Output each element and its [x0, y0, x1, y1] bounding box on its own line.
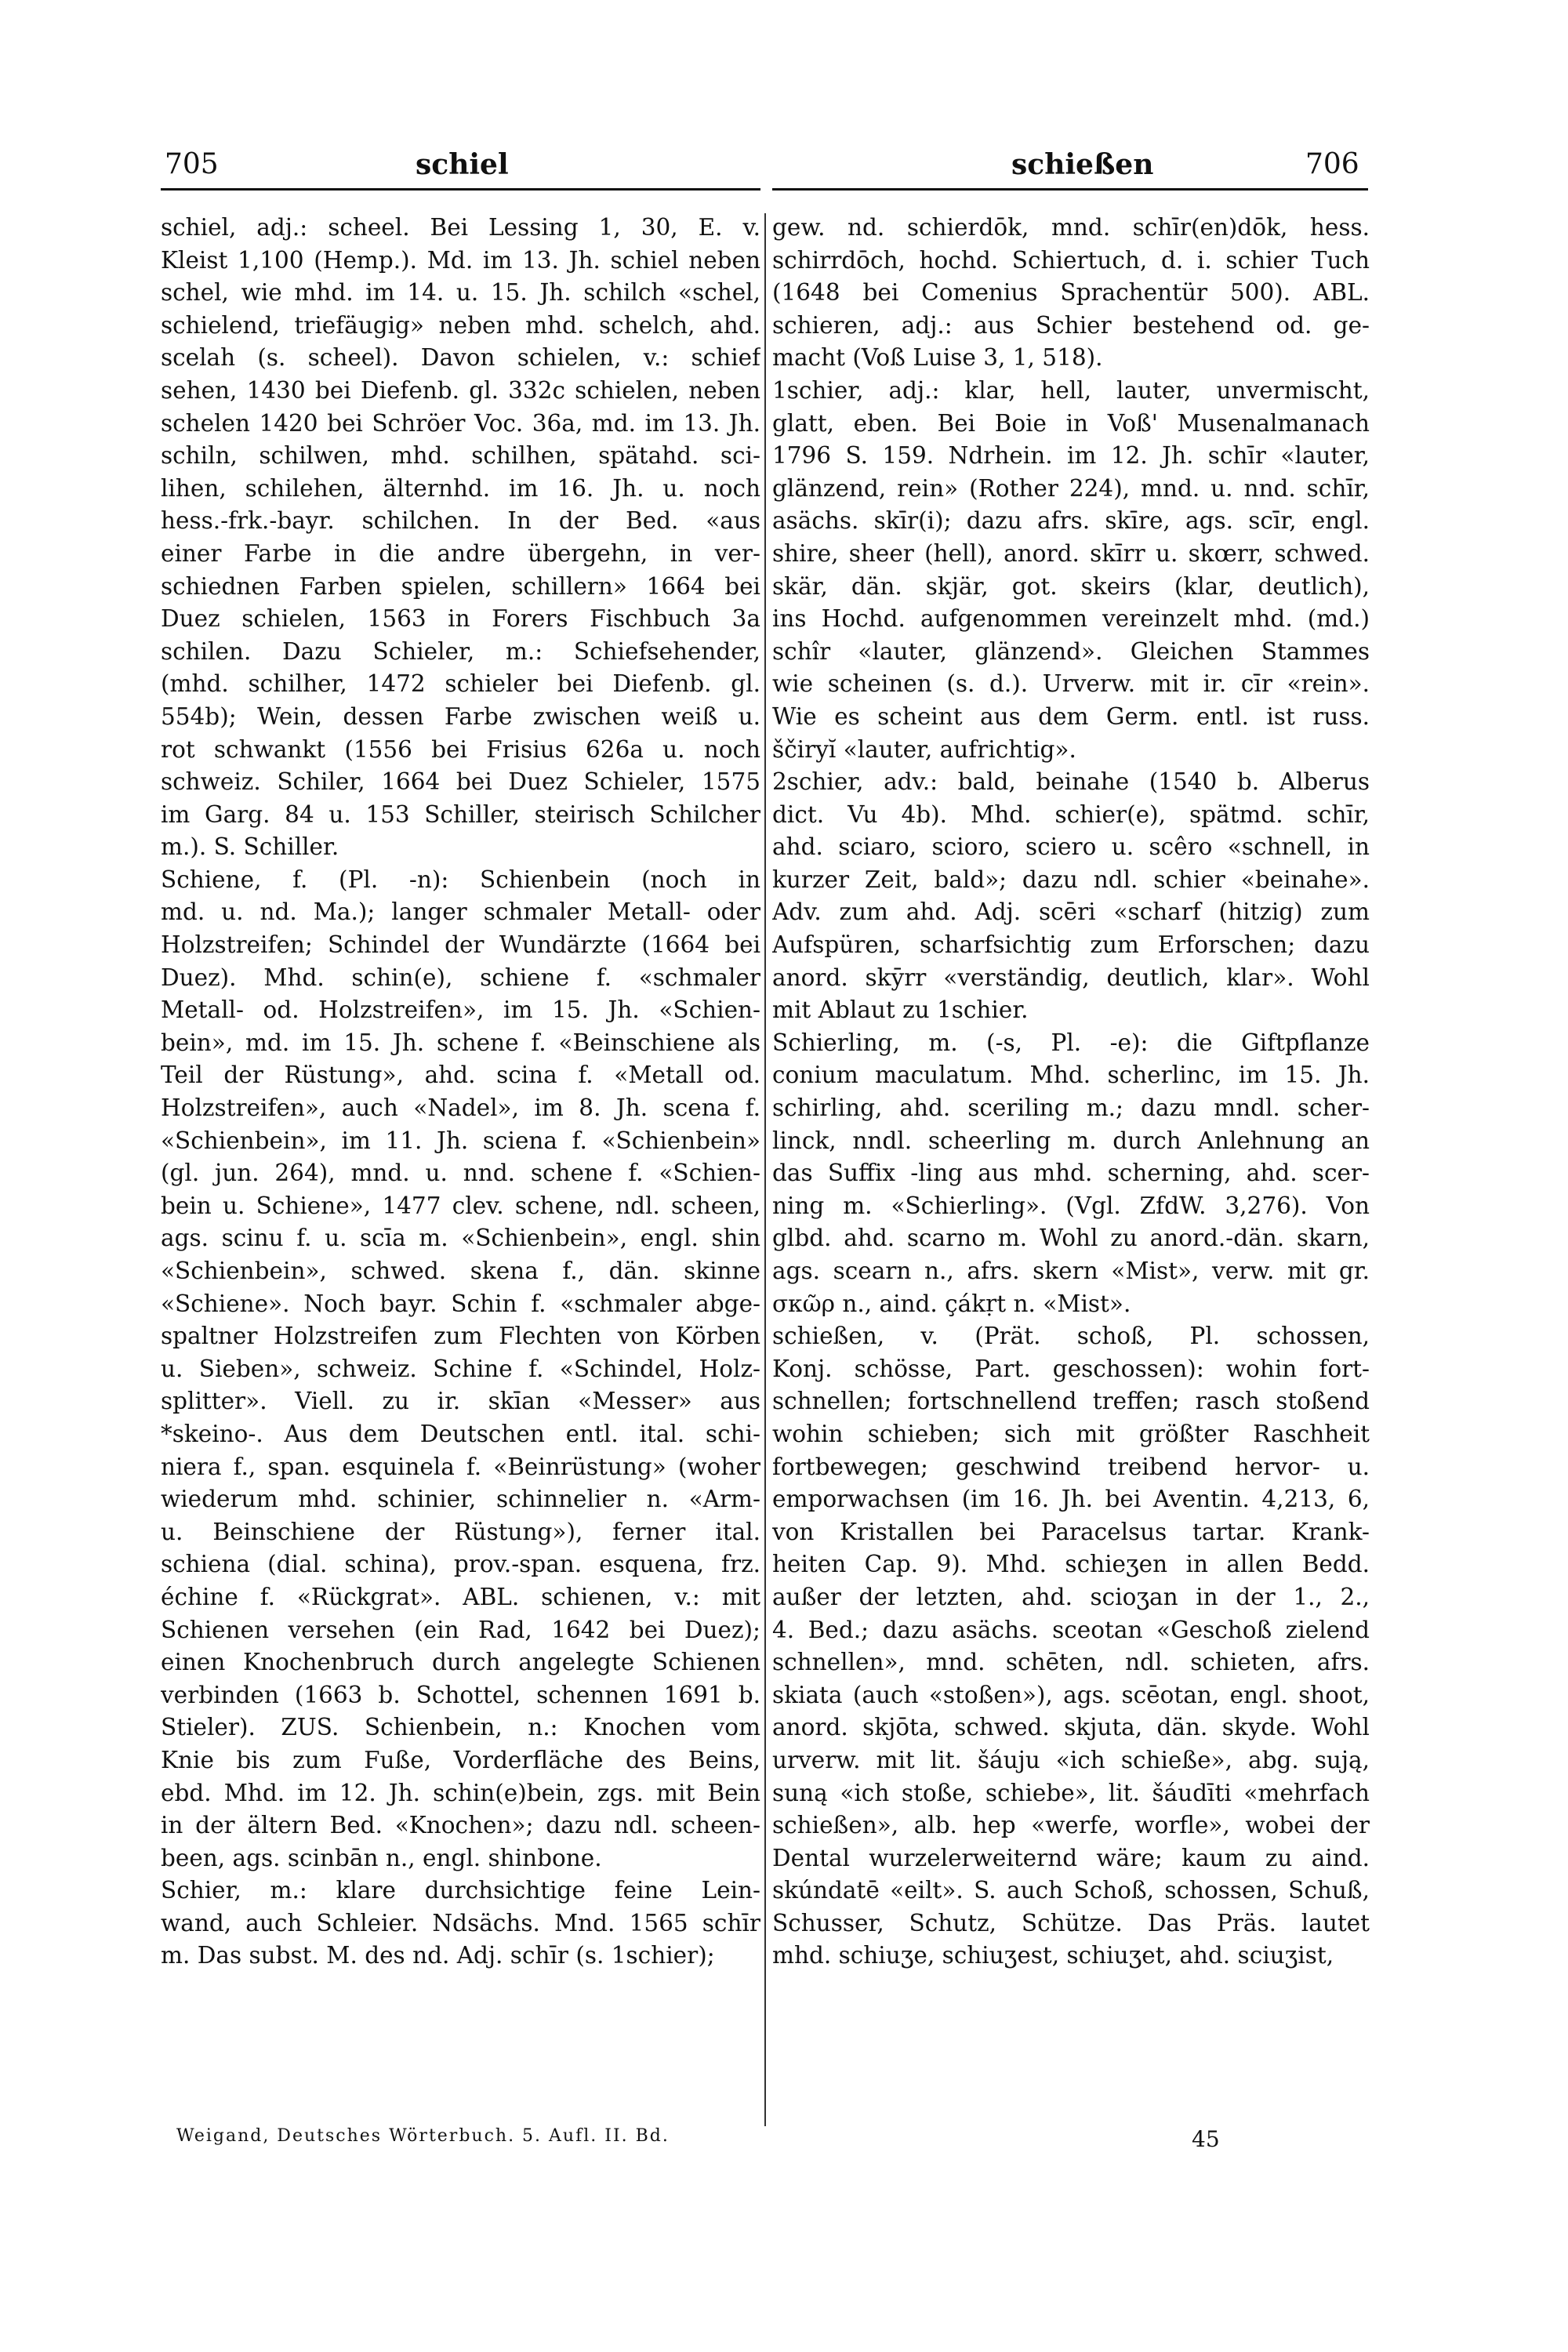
- text-line: md. u. nd. Ma.); langer schmaler Metall- oder: [161, 898, 760, 926]
- page-number-left: 705: [165, 148, 219, 180]
- text-line: Stieler). ZUS. Schienbein, n.: Knochen vom: [161, 1714, 760, 1741]
- header-catchword-left: schiel: [416, 148, 509, 181]
- text-line: asächs. skīr(i); dazu afrs. skīre, ags. scīr, engl.: [772, 507, 1370, 535]
- text-line: skúndatē «eilt». S. auch Schoß, schossen, Schuß,: [772, 1877, 1370, 1904]
- text-line: Dental wurzelerweiternd wäre; kaum zu aind.: [772, 1844, 1370, 1871]
- text-line: échine f. «Rückgrat». ABL. schienen, v.: mit: [161, 1583, 760, 1610]
- text-line: Knie bis zum Fuße, Vorderfläche des Beins,: [161, 1746, 760, 1773]
- text-line: «Schienbein», schwed. skena f., dän. skinne: [161, 1258, 760, 1284]
- text-line: ahd. sciaro, scioro, sciero u. scêro «schnell, in: [772, 833, 1370, 861]
- text-line: dict. Vu 4b). Mhd. schier(e), spätmd. schīr,: [772, 800, 1370, 828]
- text-line: wiederum mhd. schinier, schinnelier n. «Arm-: [161, 1486, 760, 1513]
- text-line: (1648 bei Comenius Sprachentür 500). ABL.: [772, 279, 1370, 307]
- text-line: schiena (dial. schina), prov.-span. esquena, frz.: [161, 1551, 760, 1578]
- text-line: Duez schielen, 1563 in Forers Fischbuch 3a: [161, 605, 760, 633]
- text-line: (mhd. schilher, 1472 schieler bei Diefenb. gl.: [161, 670, 760, 698]
- text-line: rot schwankt (1556 bei Frisius 626a u. noch: [161, 735, 760, 763]
- text-line: Metall- od. Holzstreifen», im 15. Jh. «Schien-: [161, 996, 760, 1024]
- text-line: schiel, adj.: scheel. Bei Lessing 1, 30, E. v.: [161, 214, 760, 241]
- text-line: schirling, ahd. sceriling m.; dazu mndl. scher-: [772, 1094, 1370, 1122]
- header-rule-left: [161, 188, 760, 191]
- text-line: verbinden (1663 b. Schottel, schennen 1691 b.: [161, 1681, 760, 1708]
- text-line: Holzstreifen», auch «Nadel», im 8. Jh. scena f.: [161, 1094, 760, 1122]
- text-line: Schiene, f. (Pl. -n): Schienbein (noch in: [161, 866, 760, 893]
- text-line: conium maculatum. Mhd. scherlinc, im 15. Jh.: [772, 1062, 1370, 1089]
- text-line: schelen 1420 bei Schröer Voc. 36a, md. im 13. Jh.: [161, 409, 760, 437]
- text-line: m.). S. Schiller.: [161, 833, 339, 861]
- text-line: glänzend, rein» (Rother 224), mnd. u. nnd. schīr,: [772, 474, 1370, 502]
- text-line: einen Knochenbruch durch angelegte Schienen: [161, 1649, 760, 1676]
- text-line: emporwachsen (im 16. Jh. bei Aventin. 4,213, 6,: [772, 1486, 1370, 1513]
- text-line: niera f., span. esquinela f. «Beinrüstung» (woher: [161, 1453, 760, 1480]
- text-line: «Schienbein», im 11. Jh. sciena f. «Schienbein»: [161, 1127, 760, 1154]
- right-column: [772, 212, 1370, 1973]
- text-line: in der ältern Bed. «Knochen»; dazu ndl. scheen-: [161, 1812, 760, 1839]
- text-line: shire, sheer (hell), anord. skīrr u. skœrr, schwed.: [772, 539, 1370, 567]
- text-line: Teil der Rüstung», ahd. scina f. «Metall od.: [161, 1062, 760, 1089]
- text-line: ags. scearn n., afrs. skern «Mist», verw. mit gr.: [772, 1258, 1370, 1284]
- text-line: «Schiene». Noch bayr. Schin f. «schmaler abge-: [161, 1290, 760, 1317]
- text-line: schießen», alb. hep «werfe, worfle», wobei der: [772, 1812, 1370, 1839]
- text-line: Wie es scheint aus dem Germ. entl. ist russ.: [772, 702, 1370, 730]
- text-line: 2schier, adv.: bald, beinahe (1540 b. Alberus: [772, 768, 1370, 796]
- text-line: hess.-frk.-bayr. schilchen. In der Bed. «aus: [161, 507, 760, 535]
- text-line: suną «ich stoße, schiebe», lit. šáudīti «mehrfach: [772, 1779, 1370, 1806]
- text-line: ebd. Mhd. im 12. Jh. schin(e)bein, zgs. mit Bein: [161, 1779, 760, 1806]
- text-line: kurzer Zeit, bald»; dazu ndl. schier «beinahe».: [772, 866, 1370, 893]
- text-line: σκῶρ n., aind. çákṛt n. «Mist».: [772, 1290, 1131, 1317]
- text-line: schieren, adj.: aus Schier bestehend od. ge-: [772, 311, 1370, 339]
- text-line: Konj. schösse, Part. geschossen): wohin fort-: [772, 1355, 1370, 1382]
- header-rule-right: [772, 188, 1368, 191]
- text-line: anord. skjōta, schwed. skjuta, dän. skyde. Wohl: [772, 1714, 1370, 1741]
- header-catchword-right: schießen: [1011, 148, 1154, 181]
- text-line: einer Farbe in die andre übergehn, in ver-: [161, 539, 760, 567]
- text-line: *skeino-. Aus dem Deutschen entl. ital. schi-: [161, 1420, 760, 1447]
- text-line: scelah (s. scheel). Davon schielen, v.: schief: [161, 344, 760, 372]
- footer-signature: 45: [1192, 2126, 1220, 2152]
- text-line: u. Sieben», schweiz. Schine f. «Schindel, Holz-: [161, 1355, 760, 1382]
- text-line: linck, nndl. scheerling m. durch Anlehnung an: [772, 1127, 1370, 1154]
- text-line: gew. nd. schierdōk, mnd. schīr(en)dōk, hess.: [772, 214, 1370, 241]
- text-line: Kleist 1,100 (Hemp.). Md. im 13. Jh. schiel neben: [161, 246, 760, 274]
- page-number-right: 706: [1305, 148, 1359, 180]
- text-line: anord. skȳrr «verständig, deutlich, klar». Wohl: [772, 964, 1370, 991]
- text-line: schnellen», mnd. schēten, ndl. schieten, afrs.: [772, 1649, 1370, 1676]
- text-line: wie scheinen (s. d.). Urverw. mit ir. cīr «rein».: [772, 670, 1370, 698]
- text-line: das Suffix -ling aus mhd. scherning, ahd. scer-: [772, 1160, 1370, 1187]
- text-line: been, ags. scinbān n., engl. shinbone.: [161, 1844, 602, 1871]
- text-line: mhd. schiuʒe, schiuʒest, schiuʒet, ahd. sciuʒist,: [772, 1942, 1334, 1969]
- text-line: skiata (auch «stoßen»), ags. scēotan, engl. shoot,: [772, 1681, 1370, 1708]
- text-line: 554b); Wein, dessen Farbe zwischen weiß u.: [161, 702, 760, 730]
- text-line: m. Das subst. M. des nd. Adj. schīr (s. 1schier);: [161, 1942, 715, 1969]
- text-line: bein», md. im 15. Jh. schene f. «Beinschiene als: [161, 1029, 760, 1056]
- text-line: Aufspüren, scharfsichtig zum Erforschen; dazu: [772, 931, 1370, 959]
- text-line: schilen. Dazu Schieler, m.: Schiefsehender,: [161, 637, 760, 665]
- text-line: Holzstreifen; Schindel der Wundärzte (1664 bei: [161, 931, 760, 959]
- column-divider: [764, 213, 766, 2126]
- text-line: urverw. mit lit. šáuju «ich schieße», abg. sują,: [772, 1746, 1370, 1773]
- text-line: schiln, schilwen, mhd. schilhen, spätahd. sci-: [161, 442, 760, 470]
- text-line: schweiz. Schiler, 1664 bei Duez Schieler, 1575: [161, 768, 760, 796]
- text-line: Schienen versehen (ein Rad, 1642 bei Duez);: [161, 1616, 760, 1643]
- text-line: glatt, eben. Bei Boie in Voß' Musenalmanach: [772, 409, 1370, 437]
- text-line: von Kristallen bei Paracelsus tartar. Krank-: [772, 1518, 1370, 1545]
- footer-imprint: Weigand, Deutsches Wörterbuch. 5. Aufl. II. Bd.: [176, 2126, 670, 2146]
- text-line: schel, wie mhd. im 14. u. 15. Jh. schilch «schel,: [161, 279, 760, 307]
- text-line: Schusser, Schutz, Schütze. Das Präs. lautet: [772, 1909, 1370, 1936]
- text-line: ning m. «Schierling». (Vgl. ZfdW. 3,276). Von: [772, 1192, 1370, 1219]
- text-line: 1796 S. 159. Ndrhein. im 12. Jh. schīr «lauter,: [772, 442, 1370, 470]
- text-line: macht (Voß Luise 3, 1, 518).: [772, 344, 1103, 372]
- left-column: [161, 212, 760, 1973]
- text-line: mit Ablaut zu 1schier.: [772, 996, 1029, 1024]
- text-line: sehen, 1430 bei Diefenb. gl. 332c schielen, neben: [161, 376, 760, 404]
- text-line: (gl. jun. 264), mnd. u. nnd. schene f. «Schien-: [161, 1160, 760, 1187]
- text-line: wohin schieben; sich mit größter Raschheit: [772, 1420, 1370, 1447]
- text-line: wand, auch Schleier. Ndsächs. Mnd. 1565 schīr: [161, 1909, 760, 1936]
- text-line: 1schier, adj.: klar, hell, lauter, unvermischt,: [772, 376, 1370, 404]
- text-line: skär, dän. skjär, got. skeirs (klar, deutlich),: [772, 572, 1370, 600]
- text-line: u. Beinschiene der Rüstung»), ferner ital.: [161, 1518, 760, 1545]
- text-line: schießen, v. (Prät. schoß, Pl. schossen,: [772, 1323, 1370, 1350]
- text-line: ščiryĭ «lauter, aufrichtig».: [772, 735, 1076, 763]
- text-line: schielend, triefäugig» neben mhd. schelch, ahd.: [161, 311, 760, 339]
- text-line: 4. Bed.; dazu asächs. sceotan «Geschoß zielend: [772, 1616, 1370, 1643]
- text-line: heiten Cap. 9). Mhd. schieʒen in allen Bedd.: [772, 1551, 1370, 1578]
- text-line: spaltner Holzstreifen zum Flechten von Körben: [161, 1323, 760, 1350]
- text-line: außer der letzten, ahd. scioʒan in der 1., 2.,: [772, 1583, 1370, 1610]
- text-line: schirrdōch, hochd. Schiertuch, d. i. schier Tuch: [772, 246, 1370, 274]
- text-line: splitter». Viell. zu ir. skīan «Messer» aus: [161, 1388, 760, 1415]
- text-line: Adv. zum ahd. Adj. scēri «scharf (hitzig) zum: [772, 898, 1370, 926]
- text-line: schîr «lauter, glänzend». Gleichen Stammes: [772, 637, 1370, 665]
- text-line: Schierling, m. (-s, Pl. -e): die Giftpflanze: [772, 1029, 1370, 1056]
- text-line: schiednen Farben spielen, schillern» 1664 bei: [161, 572, 760, 600]
- text-line: ins Hochd. aufgenommen vereinzelt mhd. (md.): [772, 605, 1370, 633]
- text-line: Schier, m.: klare durchsichtige feine Lein-: [161, 1877, 760, 1904]
- text-line: glbd. ahd. scarno m. Wohl zu anord.-dän. skarn,: [772, 1225, 1370, 1252]
- text-line: bein u. Schiene», 1477 clev. schene, ndl. scheen,: [161, 1192, 760, 1219]
- text-line: im Garg. 84 u. 153 Schiller, steirisch Schilcher: [161, 800, 760, 828]
- text-line: Duez). Mhd. schin(e), schiene f. «schmaler: [161, 964, 760, 991]
- text-line: fortbewegen; geschwind treibend hervor- u.: [772, 1453, 1370, 1480]
- text-line: schnellen; fortschnellend treffen; rasch stoßend: [772, 1388, 1370, 1415]
- text-line: lihen, schilehen, älternhd. im 16. Jh. u. noch: [161, 474, 760, 502]
- text-line: ags. scinu f. u. scīa m. «Schienbein», engl. shin: [161, 1225, 760, 1252]
